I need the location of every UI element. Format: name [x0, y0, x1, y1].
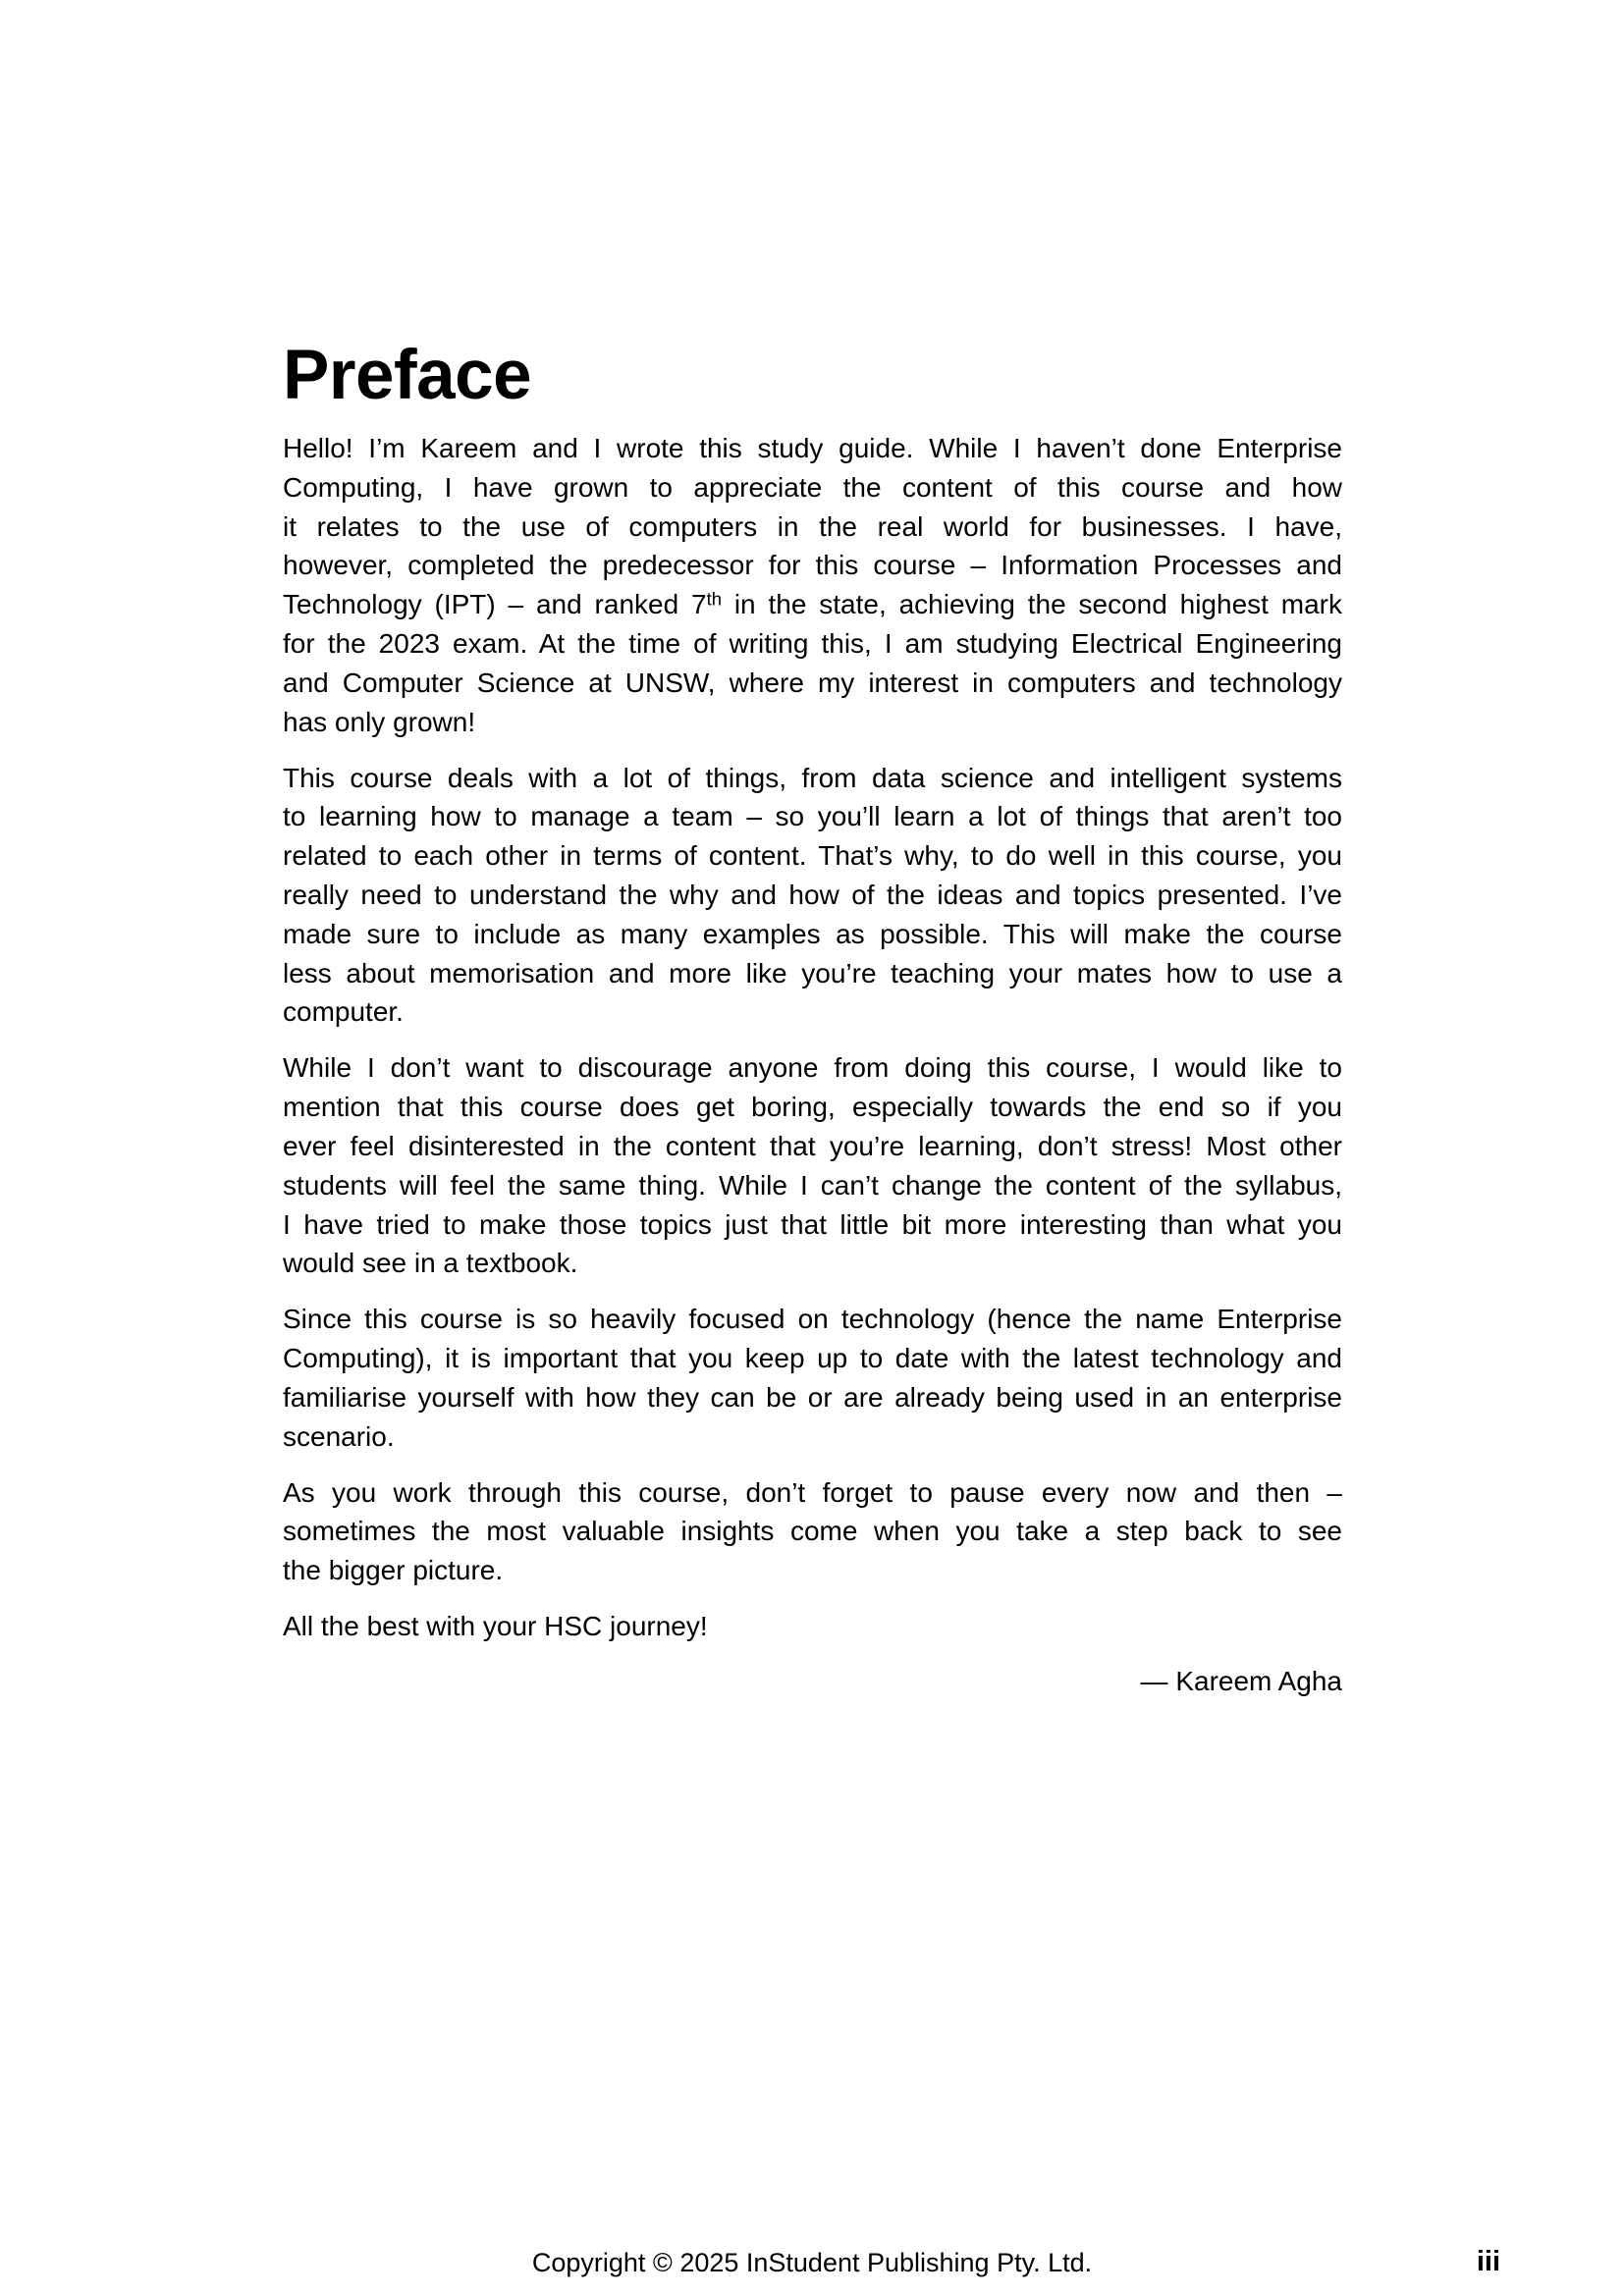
text-line: the bigger picture.	[283, 1555, 504, 1586]
page-title: Preface	[283, 337, 532, 414]
text-line: has only grown!	[283, 706, 476, 737]
paragraph	[283, 1473, 1342, 1590]
text-line: however, completed the predecessor for this course – Information Processes and	[283, 550, 1342, 581]
text-line: made sure to include as many examples as possible. This will make the course	[283, 918, 1342, 949]
text-line: scenario.	[283, 1420, 395, 1452]
text-line: mention that this course does get boring, especially towards the end so if you	[283, 1092, 1342, 1123]
text-line: less about memorisation and more like you’re teaching your mates how to use a	[283, 957, 1342, 988]
text-line: sometimes the most valuable insights come when you take a step back to see	[283, 1516, 1342, 1547]
preface-body	[283, 429, 1342, 1646]
text-line: Computing), it is important that you keep up to date with the latest technology and	[283, 1343, 1342, 1374]
superscript: th	[706, 588, 722, 610]
text-line: Computing, I have grown to appreciate the content of this course and how	[283, 471, 1342, 503]
footer-copyright: Copyright © 2025 InStudent Publishing Pty. Ltd.	[531, 2248, 1093, 2277]
paragraph	[283, 1048, 1342, 1283]
text-line: for the 2023 exam. At the time of writing this, I am studying Electrical Engineering	[283, 627, 1342, 659]
page-number: iii	[1476, 2246, 1500, 2277]
text-line: computer.	[283, 996, 404, 1028]
text-line: Technology (IPT) – and ranked 7th in the state, achieving the second highest mark	[283, 588, 1342, 620]
text-line: While I don’t want to discourage anyone from doing this course, I would like to	[283, 1052, 1342, 1084]
paragraph	[283, 429, 1342, 741]
text-line: related to each other in terms of content. That’s why, to do well in this course, you	[283, 840, 1342, 872]
text-line: really need to understand the why and how of the ideas and topics presented. I’ve	[283, 879, 1342, 910]
text-line: would see in a textbook.	[283, 1248, 578, 1279]
paragraph	[283, 1300, 1342, 1456]
text-line: Since this course is so heavily focused on technology (hence the name Enterprise	[283, 1304, 1342, 1335]
paragraph	[283, 1607, 1342, 1646]
text-line: students will feel the same thing. While I can’t change the content of the syllabus,	[283, 1169, 1342, 1201]
text-line: it relates to the use of computers in the real world for businesses. I have,	[283, 510, 1342, 542]
text-line: ever feel disinterested in the content that you’re learning, don’t stress! Most other	[283, 1130, 1342, 1161]
paragraph	[283, 759, 1342, 1033]
text-line: Hello! I’m Kareem and I wrote this study guide. While I haven’t done Enterprise	[283, 433, 1342, 463]
text-line: This course deals with a lot of things, from data science and intelligent systems	[283, 762, 1342, 793]
text-line: All the best with your HSC journey!	[283, 1611, 708, 1642]
text-line: I have tried to make those topics just that little bit more interesting than what you	[283, 1208, 1342, 1240]
text-line: and Computer Science at UNSW, where my interest in computers and technology	[283, 667, 1342, 698]
text-line: to learning how to manage a team – so you’ll learn a lot of things that aren’t too	[283, 801, 1342, 832]
author-signature: — Kareem Agha	[1140, 1666, 1342, 1696]
text-line: As you work through this course, don’t forget to pause every now and then –	[283, 1476, 1342, 1508]
text-line: familiarise yourself with how they can be or are already being used in an enterprise	[283, 1381, 1342, 1413]
